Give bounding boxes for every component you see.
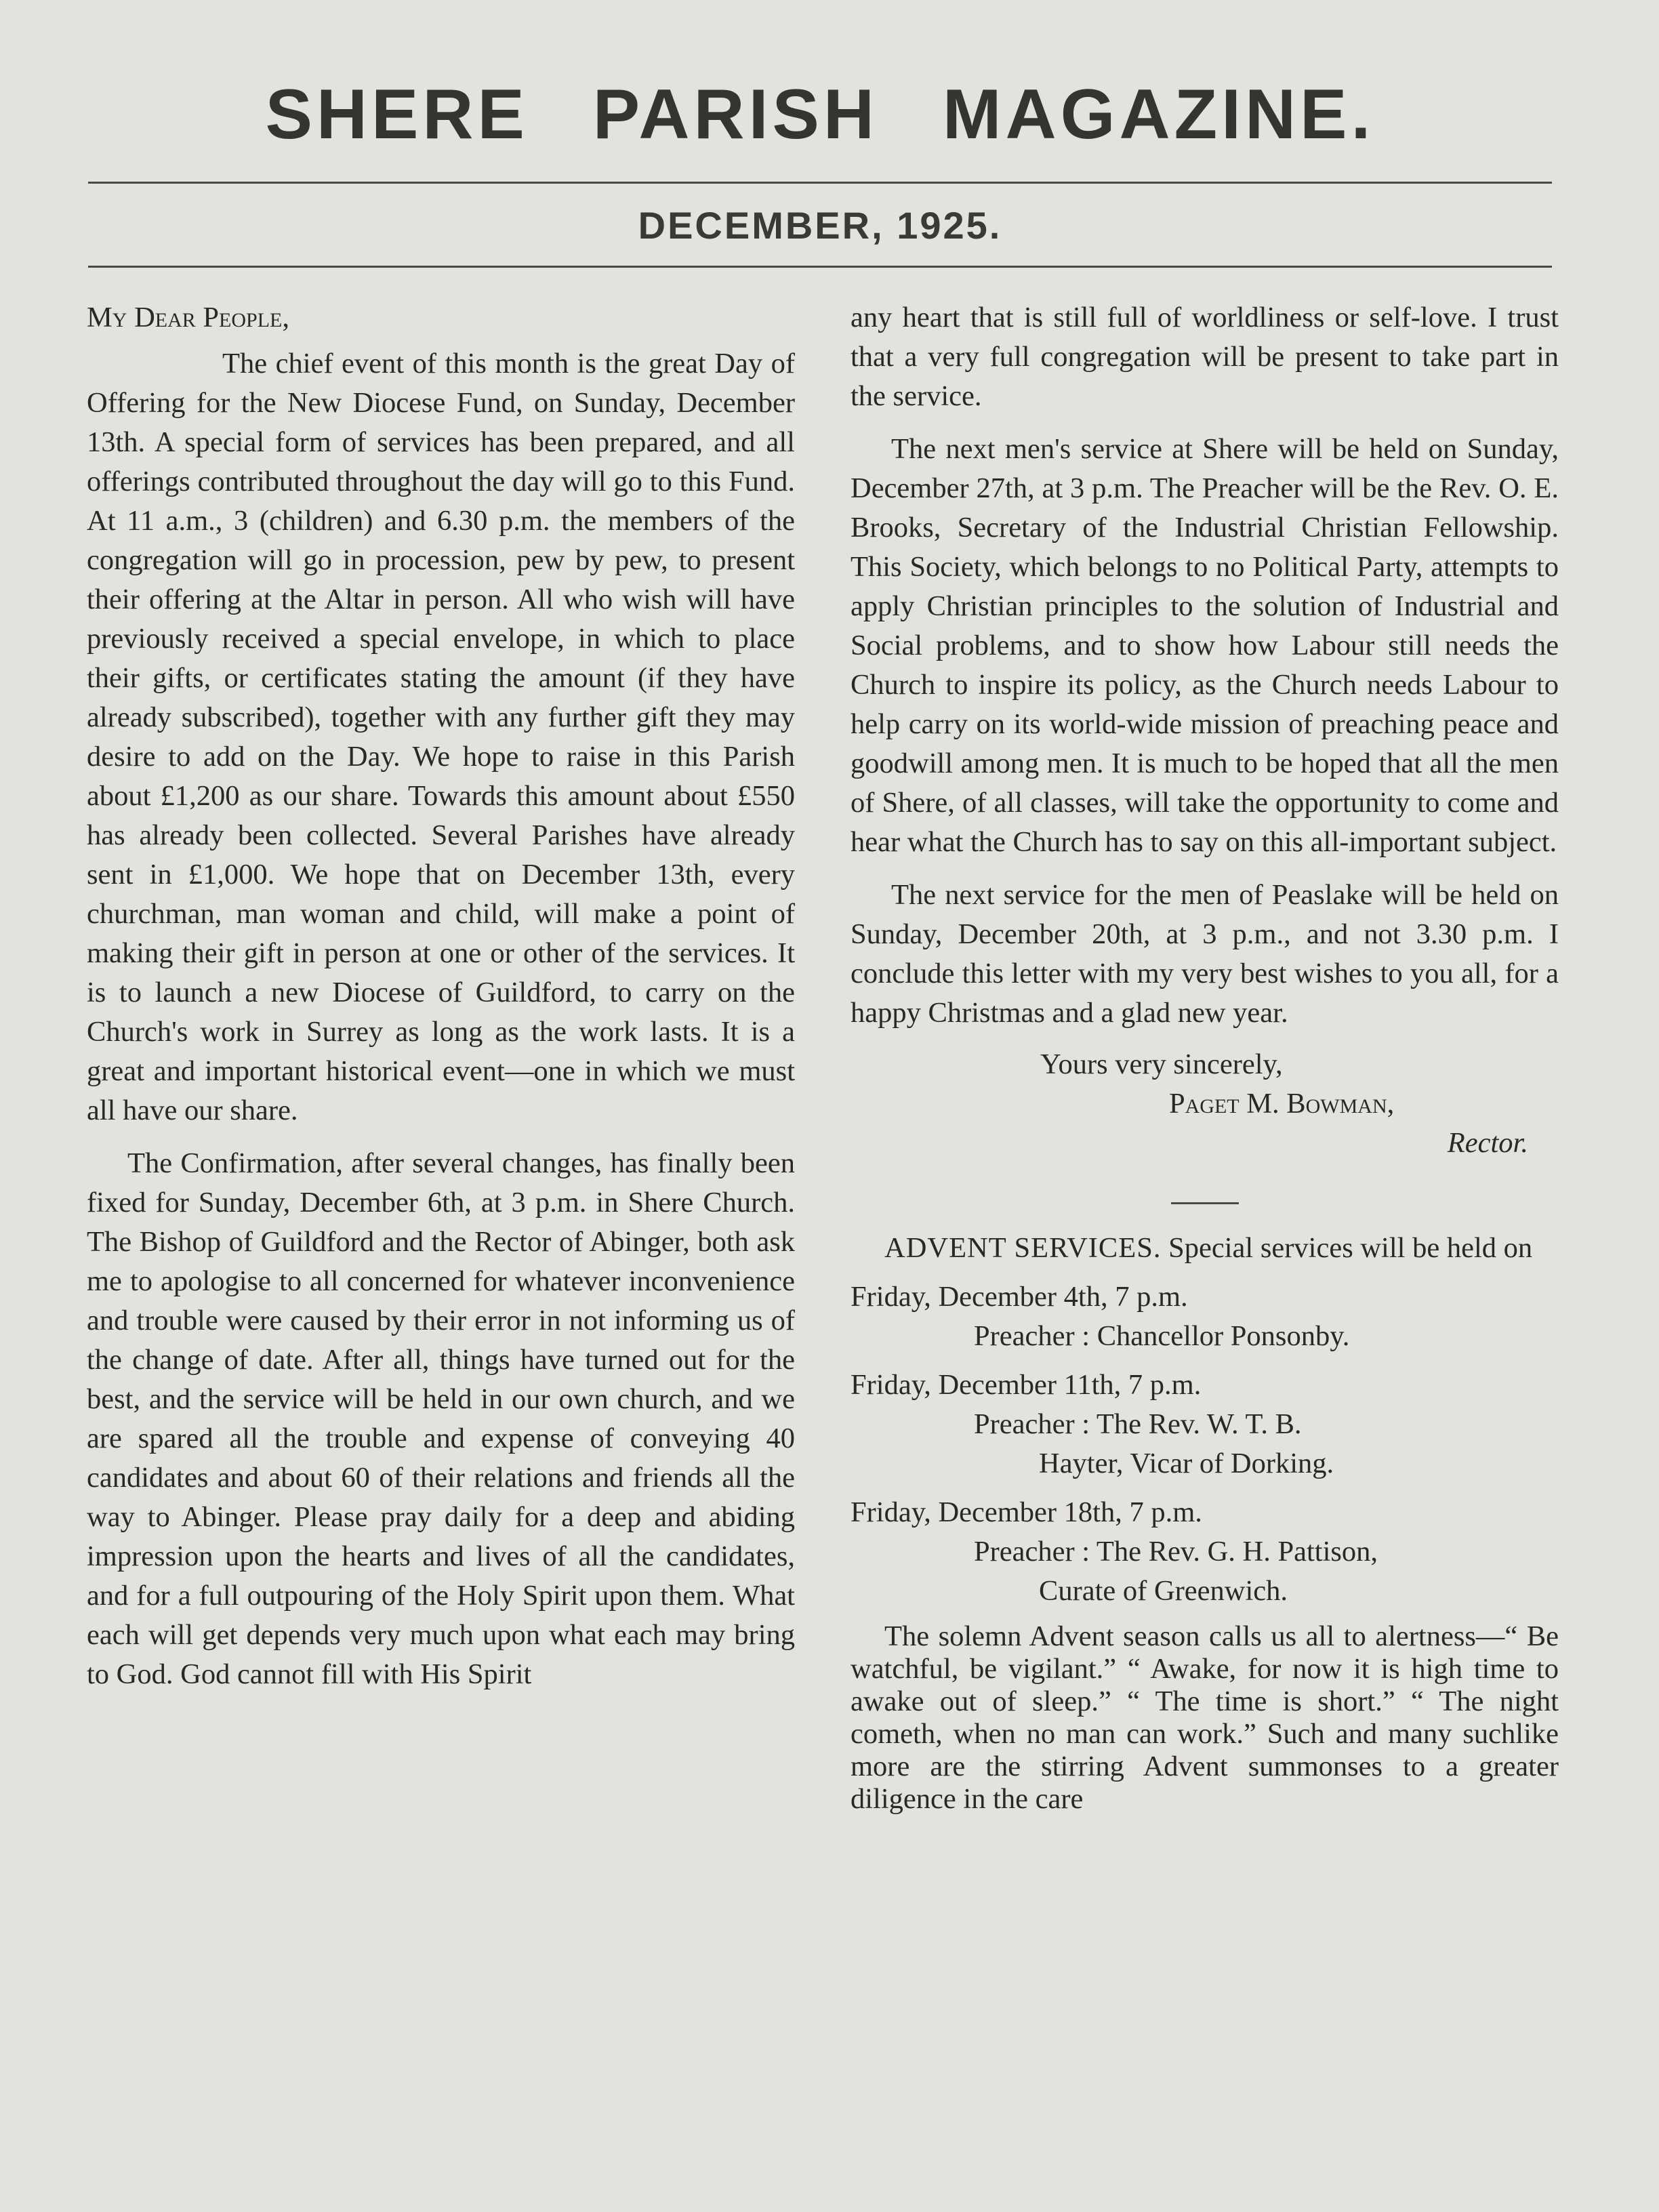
magazine-title: SHERE PARISH MAGAZINE. [265,75,1375,154]
advent-service-item [851,1493,1559,1611]
advent-service-preacher-continued: Curate of Greenwich. [1039,1575,1288,1607]
advent-services-heading: ADVENT SERVICES. [884,1232,1162,1264]
advent-service-day: Friday, December 4th, 7 p.m. [851,1281,1188,1313]
advent-service-preacher: Preacher : Chancellor Ponsonby. [974,1320,1350,1352]
letter-paragraph-mens-service: The next men's service at Shere will be held on Sunday, December 27th, at 3 p.m. The Preacher will be the Rev. O. E. Brooks, Secretary of the Industrial Christian Fellowship. This Society, which belongs to no Political Party, attempts to apply Christian principles to the solution of Industrial and Social problems, and to show how Labour still needs the Church to inspire its policy, as the Church needs Labour to help carry on its world-wide mission of preaching peace and goodwill among men. It is much to be hoped that all the men of Shere, of all classes, will take the opportunity to come and hear what the Church has to say on this all-important subject. [851,433,1559,858]
letter-paragraph-peaslake: The next service for the men of Peaslake will be held on Sunday, December 20th, at 3 p.m., and not 3.30 p.m. I conclude this letter with my very best wishes to you all, for a happy Christmas and a glad new year. [851,879,1559,1029]
advent-services-intro-text: Special services will be held on [1168,1232,1533,1264]
advent-service-preacher: Preacher : The Rev. W. T. B. [974,1408,1302,1440]
section-divider [1171,1202,1239,1204]
advent-service-day: Friday, December 11th, 7 p.m. [851,1369,1202,1401]
advent-service-preacher: Preacher : The Rev. G. H. Pattison, [974,1536,1378,1568]
advent-service-item [851,1277,1559,1356]
header-rule-bottom [88,266,1552,268]
letter-paragraph-confirmation: The Confirmation, after several changes, has finally been fixed for Sunday, December 6th, at 3 p.m. in Shere Church. The Bishop of Guildford and the Rector of Abinger, both ask me to apologise to all concerned for whatever inconvenience and trouble were caused by their error in not informing us of the change of date. After all, things have turned out for the best, and the service will be held in our own church, and we are spared all the trouble and expense of conveying 40 candidates and about 60 of their relations and friends all the way to Abinger. Please pray daily for a deep and abiding impression upon the hearts and lives of all the candidates, and for a full outpouring of the Holy Spirit upon them. What each will get depends very much upon what each may bring to God. God cannot fill with His Spirit [87,1147,795,1690]
letter-signoff: Yours very sincerely, [1040,1048,1283,1080]
issue-date: DECEMBER, 1925. [638,204,1002,247]
advent-service-item [851,1366,1559,1483]
left-column [87,298,795,1694]
advent-service-day: Friday, December 18th, 7 p.m. [851,1496,1202,1528]
advent-closing-paragraph: The solemn Advent season calls us all to alertness—“ Be watchful, be vigilant.” “ Awake, for now it is high time to awake out of sleep.” “ The time is short.” “ The night cometh, when no man can work.” Such and many suchlike more are the stirring Advent summonses to a greater diligence in the care [851,1620,1559,1815]
letter-paragraph-confirmation-continued: any heart that is still full of worldliness or self-love. I trust that a very full congregation will be present to take part in the service. [851,302,1559,412]
right-column [851,298,1559,1816]
header-rule-top [88,182,1552,184]
letter-salutation: My Dear People, [87,302,289,333]
letter-signature: Paget M. Bowman, [1169,1088,1395,1120]
advent-service-preacher-continued: Hayter, Vicar of Dorking. [1039,1448,1334,1479]
advent-services-intro [851,1229,1559,1268]
letter-signature-role: Rector. [1447,1127,1528,1159]
letter-paragraph-day-of-offering: The chief event of this month is the great Day of Offering for the New Diocese Fund, on Sunday, December 13th. A special form of services has been prepared, and all offerings contributed throughout the day will go to this Fund. At 11 a.m., 3 (children) and 6.30 p.m. the members of the congregation will go in procession, pew by pew, to present their offering at the Altar in person. All who wish will have previously received a special envelope, in which to place their gifts, or certificates stating the amount (if they have already subscribed), together with any further gift they may desire to add on the Day. We hope to raise in this Parish about £1,200 as our share. Towards this amount about £550 has already been collected. Several Parishes have already sent in £1,000. We hope that on December 13th, every churchman, man woman and child, will make a point of making their gift in person at one or other of the services. It is to launch a new Diocese of Guildford, to carry on the Church's work in Surrey as long as the work lasts. It is a great and important historical event—one in which we must all have our share. [87,348,795,1126]
